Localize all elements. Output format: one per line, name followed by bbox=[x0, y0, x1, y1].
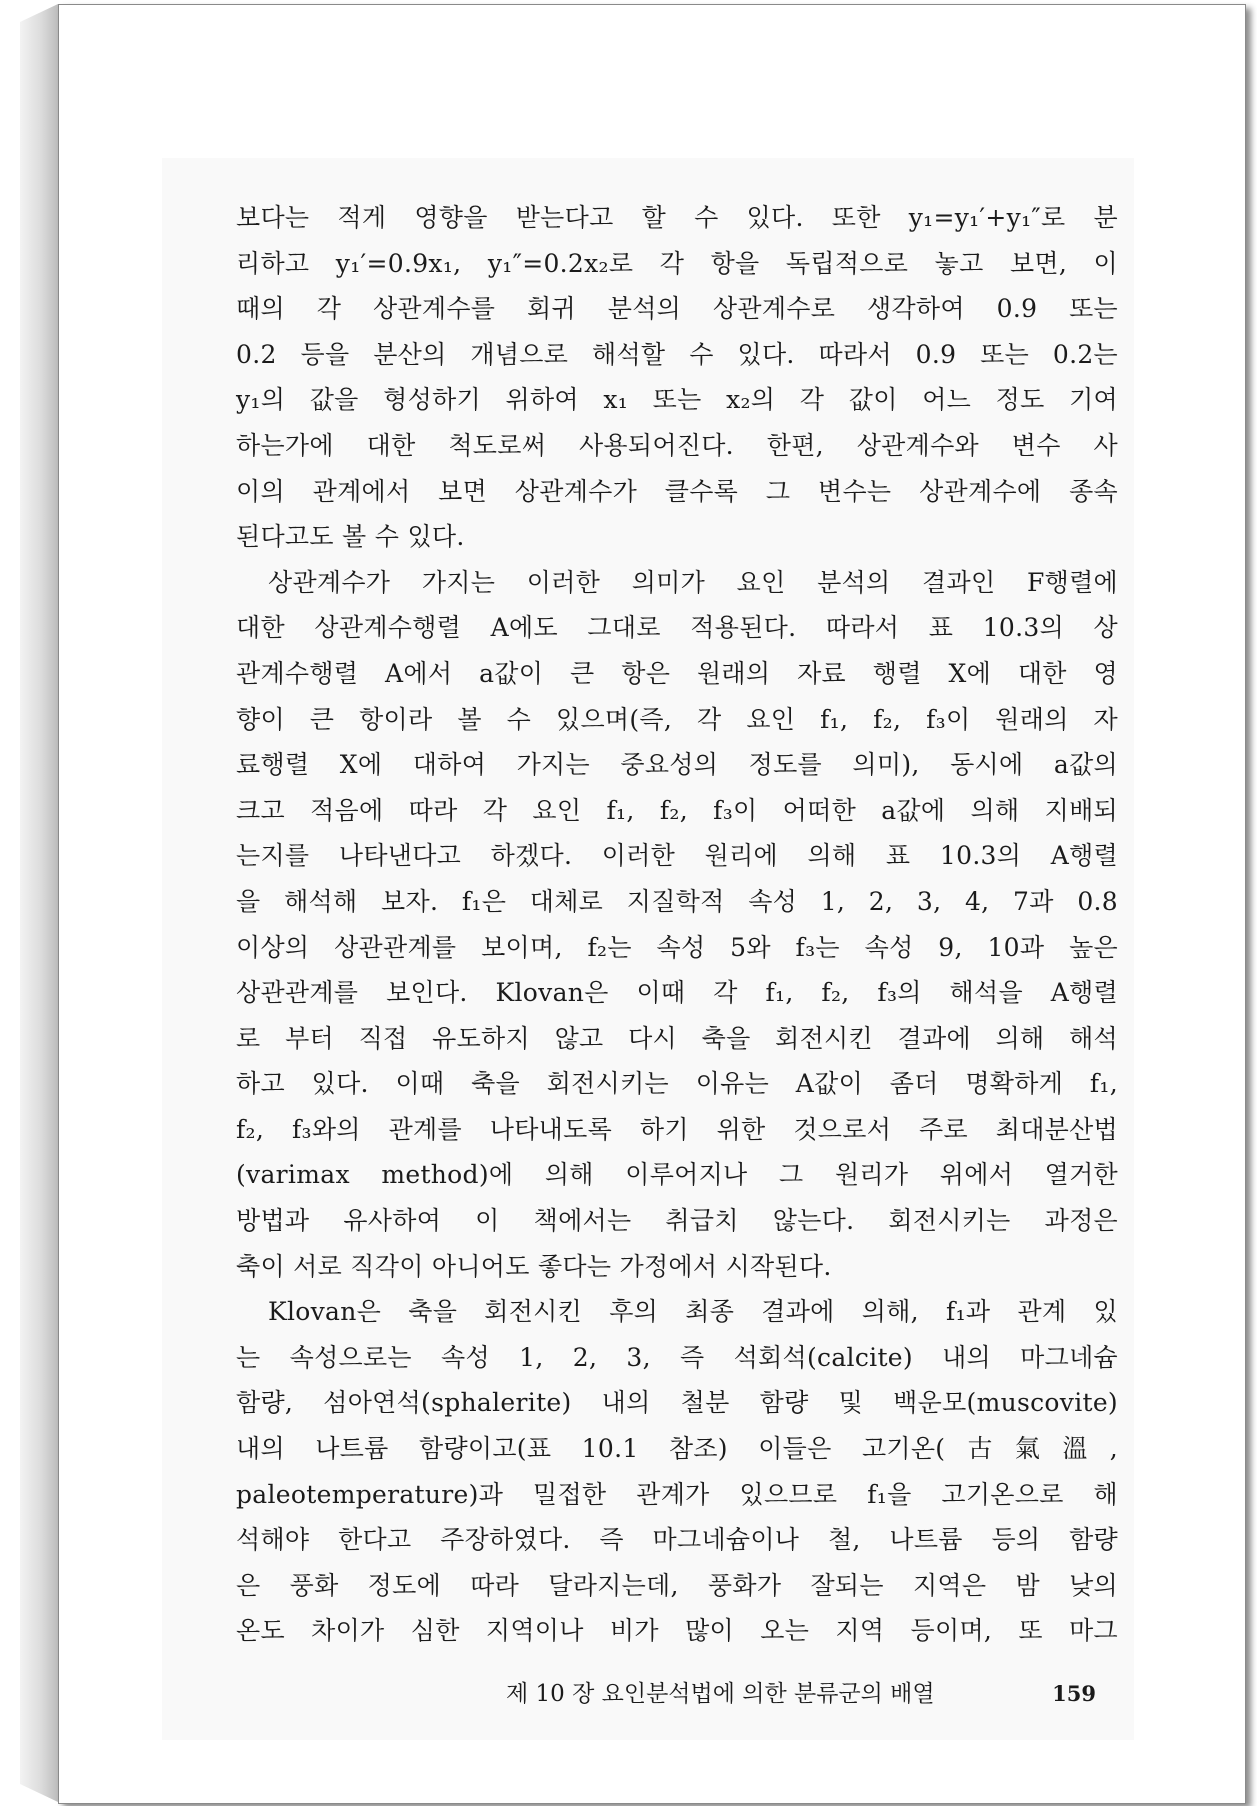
text-line: 된다고도 볼 수 있다. bbox=[236, 522, 465, 552]
text-line: 료행렬 X에 대하여 가지는 중요성의 정도를 의미), 동시에 a값의 bbox=[236, 750, 1118, 780]
book-spine bbox=[20, 4, 58, 1802]
text-line: 는지를 나타낸다고 하겠다. 이러한 원리에 의해 표 10.3의 A행렬 bbox=[236, 841, 1118, 871]
text-line: 은 풍화 정도에 따라 달라지는데, 풍화가 잘되는 지역은 밤 낮의 bbox=[236, 1570, 1118, 1600]
text-line: 로 부터 직접 유도하지 않고 다시 축을 회전시킨 결과에 의해 해석 bbox=[236, 1023, 1118, 1053]
page-footer bbox=[506, 1675, 1096, 1708]
text-line: 방법과 유사하여 이 책에서는 취급치 않는다. 회전시키는 과정은 bbox=[236, 1206, 1118, 1236]
text-line: y₁의 값을 형성하기 위하여 x₁ 또는 x₂의 각 값이 어느 정도 기여 bbox=[236, 385, 1118, 415]
text-line: 대한 상관계수행렬 A에도 그대로 적용된다. 따라서 표 10.3의 상 bbox=[236, 613, 1118, 643]
paragraph-start-line: 상관계수가 가지는 이러한 의미가 요인 분석의 결과인 F행렬에 bbox=[268, 567, 1118, 597]
text-line: 보다는 적게 영향을 받는다고 할 수 있다. 또한 y₁=y₁′+y₁″로 분 bbox=[236, 203, 1118, 232]
paragraph-start-line: Klovan은 축을 회전시킨 후의 최종 결과에 의해, f₁과 관계 있 bbox=[268, 1297, 1118, 1327]
text-line: 을 해석해 보자. f₁은 대체로 지질학적 속성 1, 2, 3, 4, 7과 0.8 bbox=[236, 886, 1118, 916]
text-line: 상관관계를 보인다. Klovan은 이때 각 f₁, f₂, f₃의 해석을 A행렬 bbox=[236, 978, 1118, 1008]
text-line: (varimax method)에 의해 이루어지나 그 원리가 위에서 열거한 bbox=[236, 1160, 1118, 1190]
text-line: 이의 관계에서 보면 상관계수가 클수록 그 변수는 상관계수에 종속 bbox=[236, 476, 1118, 506]
text-line: 축이 서로 직각이 아니어도 좋다는 가정에서 시작된다. bbox=[236, 1251, 832, 1281]
text-line: 때의 각 상관계수를 회귀 분석의 상관계수로 생각하여 0.9 또는 bbox=[236, 294, 1118, 324]
text-line: 0.2 등을 분산의 개념으로 해석할 수 있다. 따라서 0.9 또는 0.2는 bbox=[236, 339, 1118, 369]
text-line: 크고 적음에 따라 각 요인 f₁, f₂, f₃이 어떠한 a값에 의해 지배되 bbox=[236, 795, 1118, 825]
text-line: 리하고 y₁′=0.9x₁, y₁″=0.2x₂로 각 항을 독립적으로 놓고 보면, 이 bbox=[236, 248, 1118, 278]
text-line: 온도 차이가 심한 지역이나 비가 많이 오는 지역 등이며, 또 마그 bbox=[236, 1616, 1118, 1646]
text-line: 하는가에 대한 척도로써 사용되어진다. 한편, 상관계수와 변수 사 bbox=[236, 430, 1118, 460]
text-line: 이상의 상관관계를 보이며, f₂는 속성 5와 f₃는 속성 9, 10과 높은 bbox=[236, 932, 1118, 962]
text-line: 관계수행렬 A에서 a값이 큰 항은 원래의 자료 행렬 X에 대한 영 bbox=[236, 658, 1118, 688]
text-line: 함량, 섬아연석(sphalerite) 내의 철분 함량 및 백운모(muscovite) bbox=[236, 1388, 1118, 1418]
text-line: f₂, f₃와의 관계를 나타내도록 하기 위한 것으로서 주로 최대분산법 bbox=[236, 1114, 1118, 1144]
text-line: 는 속성으로는 속성 1, 2, 3, 즉 석회석(calcite) 내의 마그네슘 bbox=[236, 1342, 1118, 1372]
text-line: 내의 나트륨 함량이고(표 10.1 참조) 이들은 고기온(古氣溫, bbox=[236, 1434, 1118, 1464]
text-line: 석해야 한다고 주장하였다. 즉 마그네슘이나 철, 나트륨 등의 함량 bbox=[236, 1525, 1118, 1555]
page-number: 159 bbox=[1052, 1681, 1096, 1706]
text-line: paleotemperature)과 밀접한 관계가 있으므로 f₁을 고기온으로 해 bbox=[236, 1479, 1118, 1509]
body-text bbox=[236, 195, 1118, 1654]
text-line: 하고 있다. 이때 축을 회전시키는 이유는 A값이 좀더 명확하게 f₁, bbox=[236, 1069, 1118, 1099]
chapter-title: 제 10 장 요인분석법에 의한 분류군의 배열 bbox=[506, 1681, 935, 1707]
text-line: 향이 큰 항이라 볼 수 있으며(즉, 각 요인 f₁, f₂, f₃이 원래의 자 bbox=[236, 704, 1118, 734]
